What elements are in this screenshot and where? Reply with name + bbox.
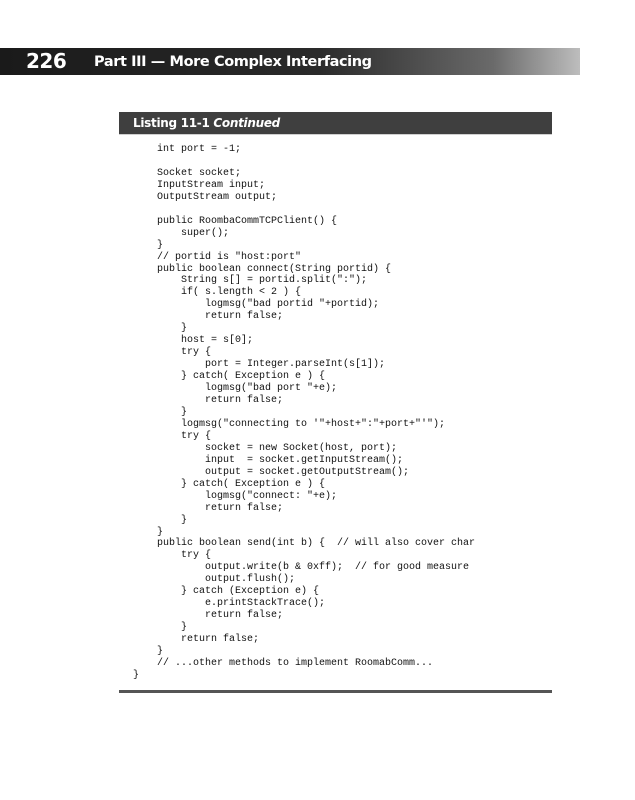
listing-title [133, 112, 280, 134]
chapter-title: Part III — More Complex Interfacing [94, 54, 372, 70]
code-listing: int port = -1; Socket socket; InputStream input; OutputStream output; public RoombaCommTCPClient() { super(); } // portid is "host:port" public boolean connect(String portid) { String s[] = portid.split(":"); if( s.length < 2 ) { logmsg("bad portid "+portid); return false; } host = s[0]; try { port = Integer.parseInt(s[1]); } catch( Exception e ) { logmsg("bad port "+e); return false; } logmsg("connecting to '"+host+":"+port+"'"); try { socket = new Socket(host, port); input = socket.getInputStream(); output = socket.getOutputStream(); } catch( Exception e ) { logmsg("connect: "+e); return false; } } public boolean send(int b) { // will also cover char try { output.write(b & 0xff); // for good measure output.flush(); } catch (Exception e) { e.printStackTrace(); return false; } return false; } // ...other methods to implement RoomabComm... } [133, 144, 476, 681]
page-number: 226 [26, 49, 67, 73]
listing-continued-label: Continued [213, 116, 280, 130]
listing-top-rule [119, 134, 552, 135]
listing-bottom-rule [119, 690, 552, 693]
listing-label: Listing 11-1 [133, 116, 210, 130]
